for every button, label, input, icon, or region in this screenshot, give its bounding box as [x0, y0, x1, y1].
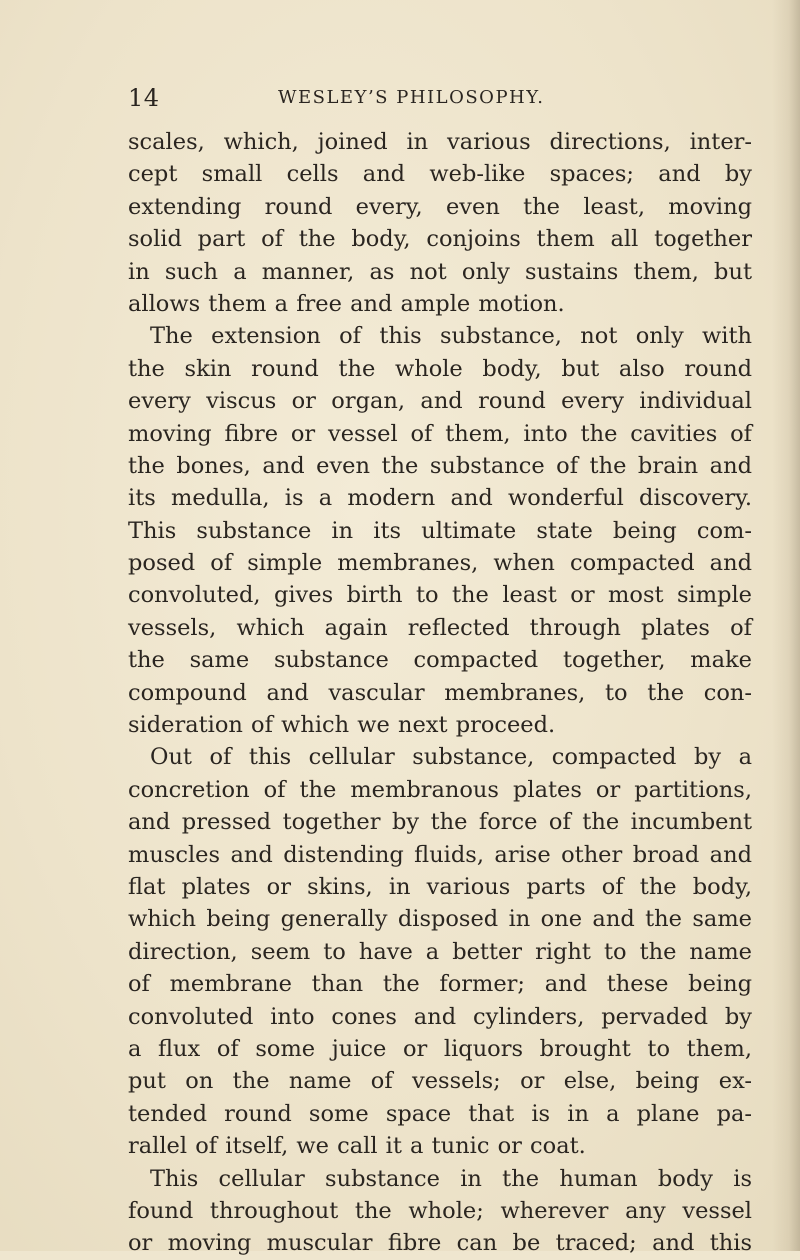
text-line: This cellular substance in the human body is [150, 1165, 752, 1192]
text-line: scales, which, joined in various directions, inter- [128, 129, 752, 155]
text-line: put on the name of vessels; or else, being ex- [128, 1068, 752, 1095]
text-line: which being generally disposed in one and the same [128, 906, 752, 933]
text-line: tended round some space that is in a plane pa- [128, 1100, 752, 1127]
text-line: muscles and distending fluids, arise other broad and [128, 841, 752, 868]
text-line: moving fibre or vessel of them, into the cavities of [128, 420, 752, 447]
text-line: This substance in its ultimate state being com- [128, 517, 752, 544]
text-line: allows them a free and ample motion. [128, 290, 565, 317]
text-line: posed of simple membranes, when compacted and [128, 550, 752, 577]
text-line: vessels, which again reflected through plates of [128, 614, 752, 641]
running-head [128, 84, 748, 114]
body-text [128, 126, 752, 1260]
text-line: Out of this cellular substance, compacted by a [150, 744, 752, 771]
text-line: convoluted into cones and cylinders, pervaded by [128, 1003, 752, 1030]
text-line: and pressed together by the force of the incumbent [128, 809, 752, 836]
text-line: solid part of the body, conjoins them all together [128, 226, 752, 253]
text-line: found throughout the whole; wherever any vessel [128, 1197, 752, 1224]
text-line: sideration of which we next proceed. [128, 712, 556, 739]
text-line: in such a manner, as not only sustains them, but [128, 258, 752, 285]
running-title: WESLEY’S PHILOSOPHY. [278, 87, 545, 108]
page-number: 14 [128, 84, 160, 112]
text-line: cept small cells and web-like spaces; and by [128, 161, 752, 188]
text-line: The extension of this substance, not only with [150, 323, 752, 350]
text-line: the bones, and even the substance of the brain and [128, 452, 752, 479]
text-line: the same substance compacted together, make [128, 647, 752, 674]
text-line: compound and vascular membranes, to the con- [128, 679, 752, 706]
text-line: or moving muscular fibre can be traced; and this [128, 1230, 752, 1257]
text-line: convoluted, gives birth to the least or most simple [128, 582, 752, 609]
text-line: its medulla, is a modern and wonderful discovery. [128, 485, 752, 512]
text-line: a flux of some juice or liquors brought to them, [128, 1035, 752, 1062]
text-line: direction, seem to have a better right to the name [128, 938, 752, 965]
text-line: concretion of the membranous plates or partitions, [128, 776, 752, 803]
text-line: extending round every, even the least, moving [128, 193, 752, 220]
text-line: rallel of itself, we call it a tunic or coat. [128, 1133, 586, 1160]
text-line: of membrane than the former; and these being [128, 971, 752, 998]
text-line: the skin round the whole body, but also round [128, 355, 752, 382]
page-edge-shadow [772, 0, 800, 1251]
text-line: flat plates or skins, in various parts of the body, [128, 873, 752, 900]
text-line: every viscus or organ, and round every individual [128, 388, 752, 415]
